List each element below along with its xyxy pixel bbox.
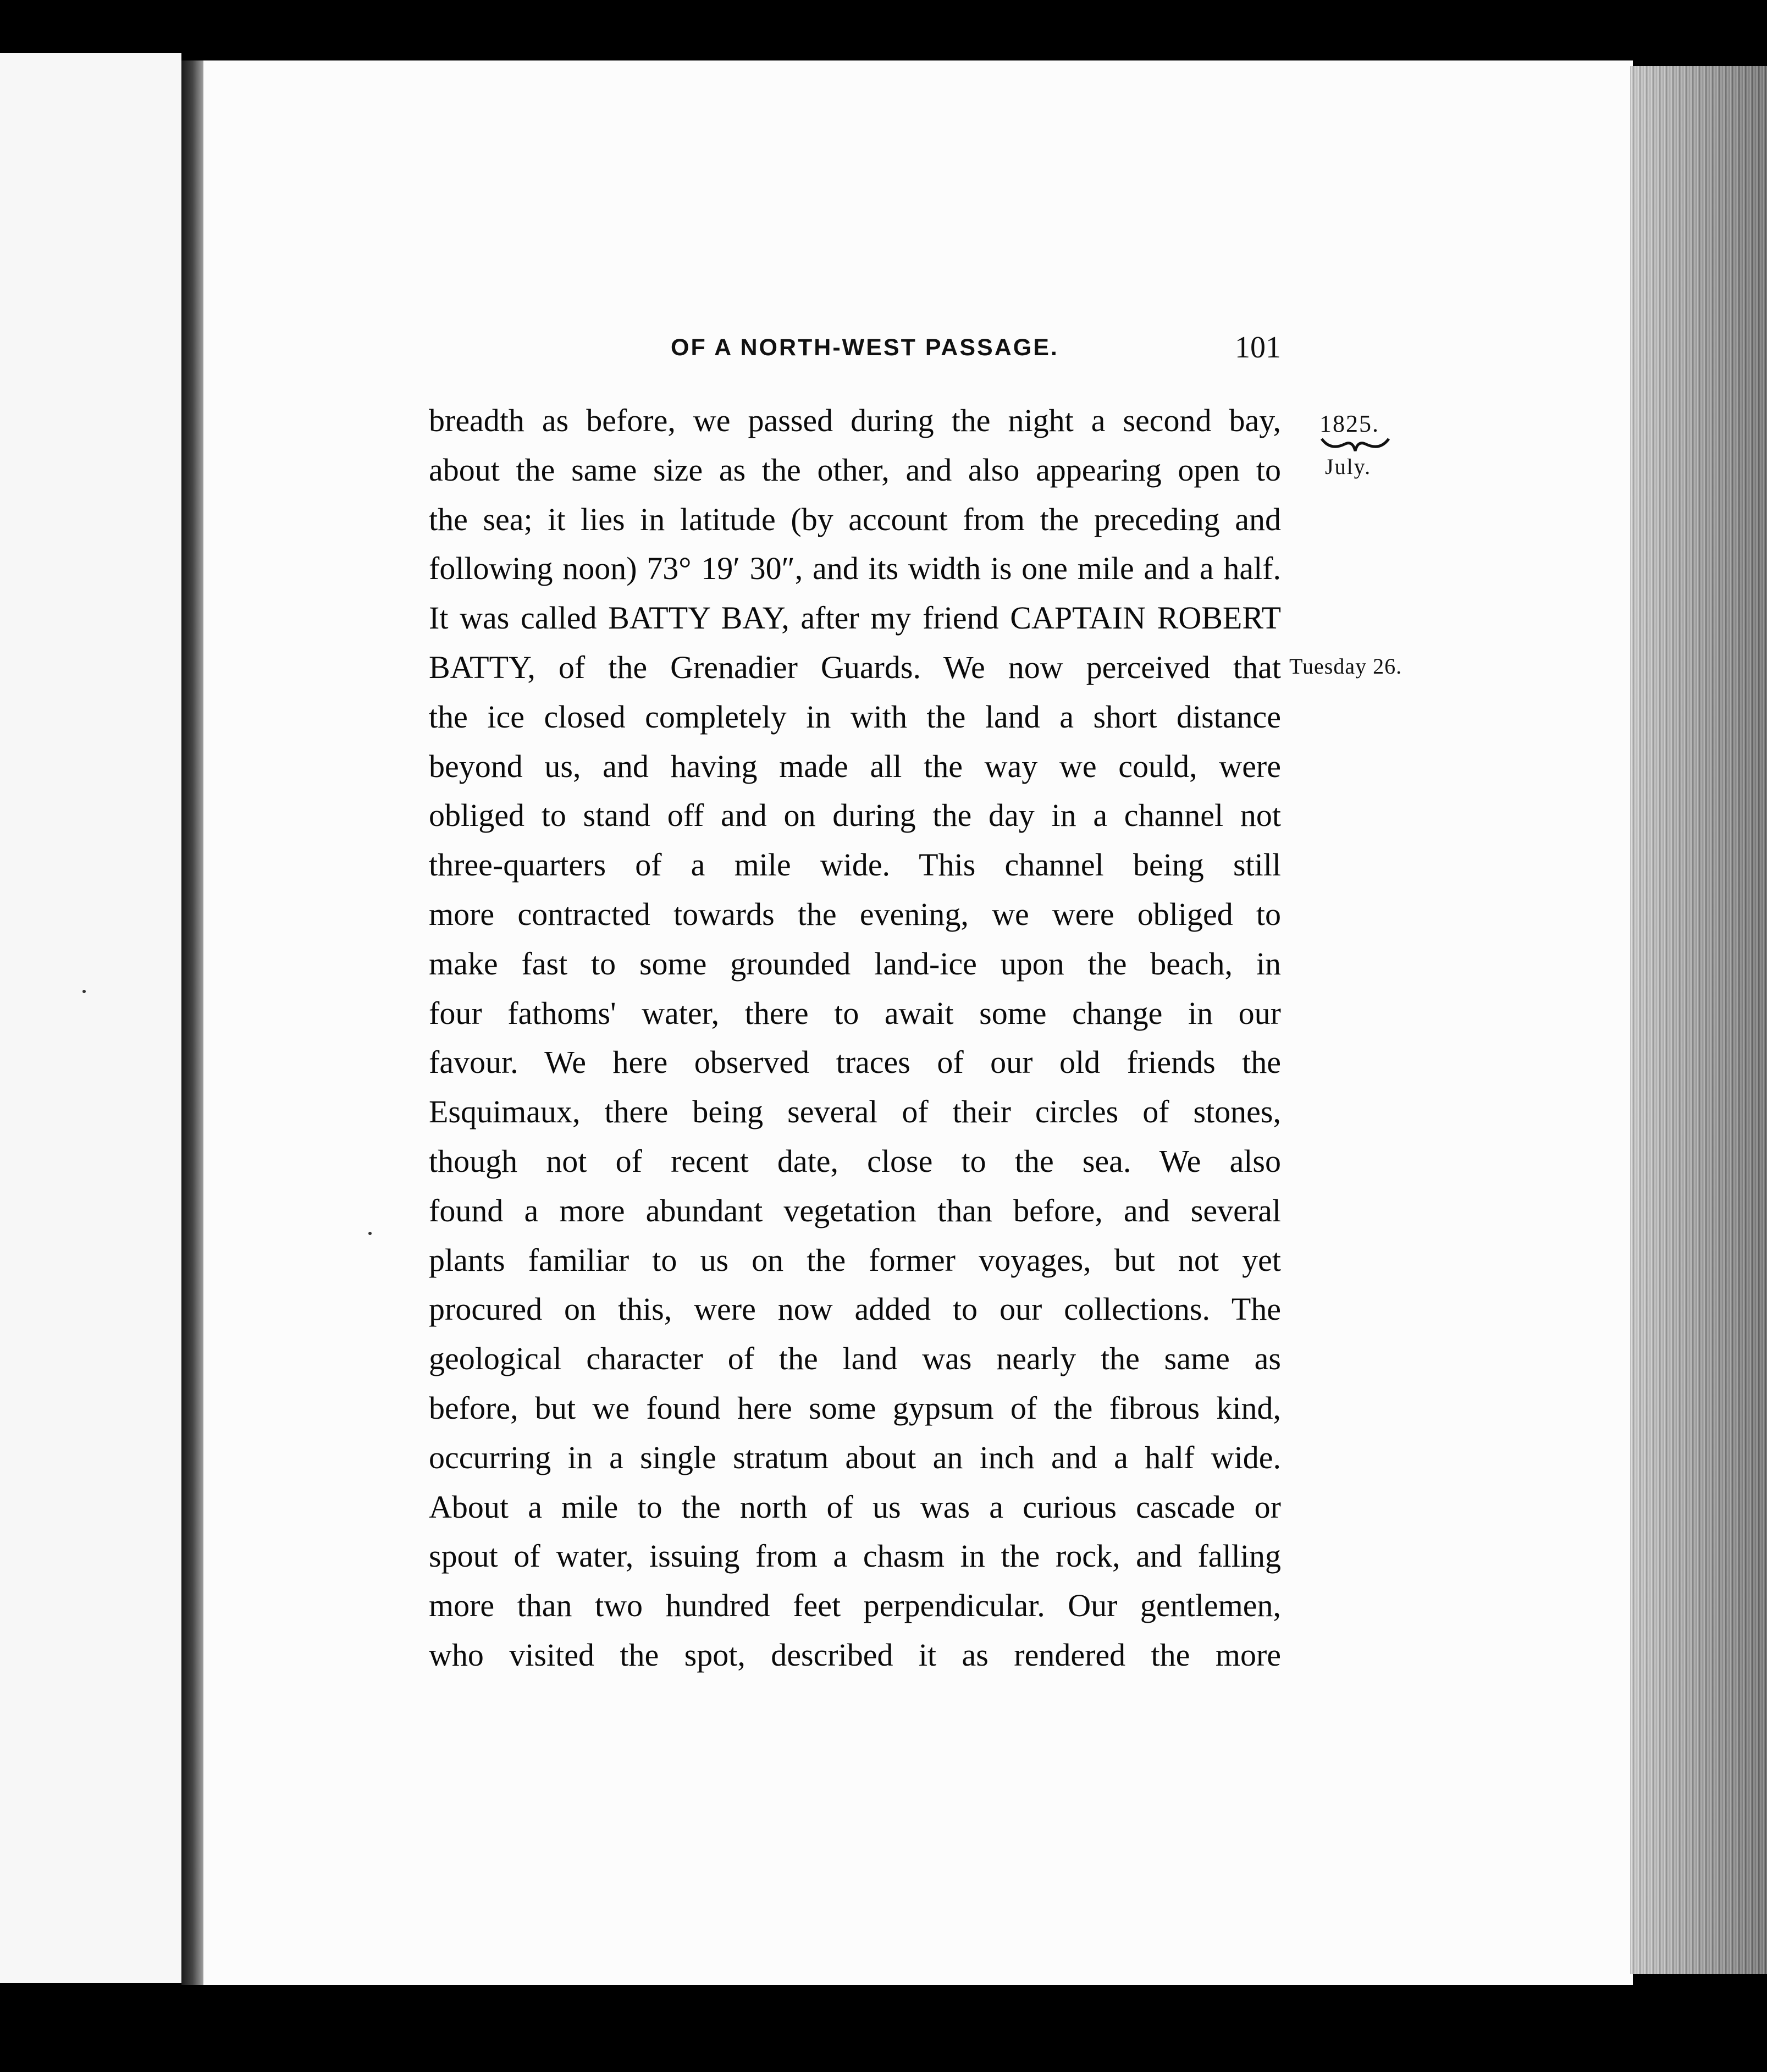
text-line: spout of water, issuing from a chasm in the rock, and falling [429,1538,1281,1574]
text-line: more contracted towards the evening, we were obliged to [429,896,1281,932]
text-line: breadth as before, we passed during the night a second bay, [429,403,1281,438]
text-line: Esquimaux, there being several of their circles of stones, [429,1094,1281,1130]
text-line: BATTY, of the Grenadier Guards. We now perceived that [429,649,1281,685]
text-line: About a mile to the north of us was a curious cascade or [429,1489,1281,1525]
text-line: before, but we found here some gypsum of the fibrous kind, [429,1390,1281,1426]
text-line: the sea; it lies in latitude (by account from the preceding and [429,501,1281,537]
text-line: four fathoms' water, there to await some change in our [429,995,1281,1031]
text-line: make fast to some grounded land-ice upon the beach, in [429,945,1281,982]
text-line: procured on this, were now added to our collections. The [429,1291,1281,1327]
page-number: 101 [1235,330,1281,365]
running-head [429,330,1281,374]
body-text [429,396,1281,1680]
text-line: beyond us, and having made all the way we could, were [429,748,1281,784]
text-line: about the same size as the other, and also appearing open to [429,451,1281,488]
text-line: the ice closed completely in with the land a short distance [429,698,1281,735]
text-line: more than two hundred feet perpendicular. Our gentlemen, [429,1588,1281,1624]
text-line: found a more abundant vegetation than before, and several [429,1192,1281,1228]
margin-note-day: Tuesday 26. [1289,654,1402,679]
text-line: occurring in a single stratum about an inch and a half wide. [429,1439,1281,1475]
text-line: geological character of the land was nearly the same as [429,1341,1281,1377]
scan-speck [368,1232,372,1235]
brace-icon [1319,434,1391,456]
margin-note-year: 1825. [1319,410,1379,437]
text-line: favour. We here observed traces of our old friends the [429,1044,1281,1081]
running-head-title: OF A NORTH-WEST PASSAGE. [671,334,1059,361]
text-line: though not of recent date, close to the sea. We also [429,1143,1281,1179]
text-line: It was called BATTY BAY, after my friend CAPTAIN ROBERT [429,600,1281,636]
text-line: who visited the spot, described it as rendered the more [429,1636,1281,1673]
text-line: obliged to stand off and on during the day in a channel not [429,797,1281,834]
scan-speck [82,990,86,993]
left-page [0,53,181,1983]
text-line: three-quarters of a mile wide. This channel being still [429,847,1281,883]
margin-note-month: July. [1325,454,1372,479]
text-line: plants familiar to us on the former voyages, but not yet [429,1242,1281,1278]
page-edges [1630,66,1767,1974]
text-line: following noon) 73° 19′ 30″, and its width is one mile and a half. [429,550,1281,587]
